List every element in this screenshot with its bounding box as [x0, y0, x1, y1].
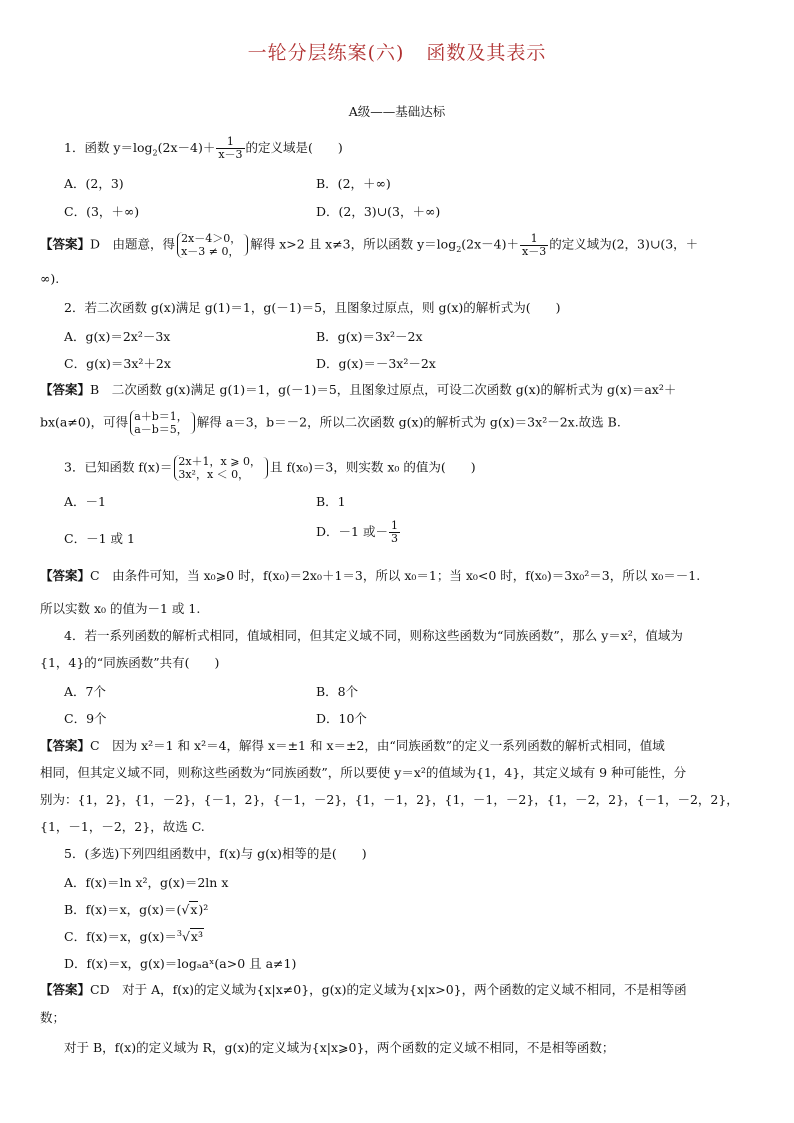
q3-stem: 3．已知函数 f(x)＝ 2x＋1，x ⩾ 0， 3x²，x ＜ 0， 且 f(x₀)＝3，则实数 x₀ 的值为( ) [64, 455, 476, 481]
q4-option-c: C．9个 [64, 711, 107, 726]
level-heading: A级——基础达标 [348, 104, 446, 119]
q4-option-d: D．10个 [316, 711, 367, 726]
q5-option-b: B．f(x)＝x，g(x)＝(√x)² [64, 902, 209, 917]
q1-option-c: C．(3，＋∞) [64, 204, 140, 219]
q1-option-a: A．(2，3) [64, 176, 124, 191]
q5-answer-line3: 对于 B，f(x)的定义域为 R，g(x)的定义域为{x|x⩾0}，两个函数的定义域不相同，不是相等函数； [64, 1040, 615, 1055]
q3-option-d: D．－1 或－ $\frac{1}{3}$ [316, 519, 398, 545]
q4-option-b: B．8个 [316, 684, 359, 699]
q2-stem: 2．若二次函数 g(x)满足 g(1)＝1，g(－1)＝5，且图象过原点，则 g(x)的解析式为( ) [64, 300, 561, 315]
q5-option-c: C．f(x)＝x，g(x)＝$^3$√x³ [64, 928, 203, 944]
q4-stem-cont: {1，4}的“同族函数”共有( ) [40, 655, 220, 670]
q3-option-b: B．1 [316, 494, 346, 509]
q1-answer: 【答案】D 由题意，得 2x－4＞0， x－3 ≠ 0， 解得 x>2 且 x≠3，所以函数 $y=\log_2(2x-4)+$ $\frac{1}{x-3}$ 的定义域为(2，3)∪(3，＋ [40, 231, 699, 258]
q4-answer-line3: 别为：{1，2}，{1，－2}，{－1，2}，{－1，－2}，{1，－1，2}，{1，－1，－2}，{1，－2，2}，{－1，－2，2}， [40, 792, 739, 807]
q2-option-a: A．g(x)＝2x²－3x [64, 329, 171, 344]
q2-answer-cont: bx(a≠0)，可得 a＋b＝1， a－b＝5， 解得 a＝3，b＝－2，所以二次函数 g(x)的解析式为 g(x)＝3x²－2x.故选 B. [40, 410, 621, 436]
q1-system: 2x－4＞0， x－3 ≠ 0， [177, 232, 241, 258]
q1-option-d: D．(2，3)∪(3，＋∞) [316, 204, 441, 219]
q2-option-b: B．g(x)＝3x²－2x [316, 329, 423, 344]
q1-fraction: $\frac{1}{x-3}$ [218, 135, 243, 161]
title-part2: 函数及其表示 [426, 42, 547, 64]
q2-answer: 【答案】B 二次函数 g(x)满足 g(1)＝1，g(－1)＝5，且图象过原点，可设二次函数 g(x)的解析式为 g(x)＝ax²＋ [40, 382, 677, 397]
q3-option-c: C．－1 或 1 [64, 531, 135, 546]
page-title [0, 38, 794, 65]
q1-option-b: B．(2，＋∞) [316, 176, 391, 191]
q5-option-d: D．f(x)＝x，g(x)＝logₐaˣ(a>0 且 a≠1) [64, 956, 297, 971]
q4-answer-line2: 相同，但其定义域不同，则称这些函数为“同族函数”，所以要使 y＝x²的值域为{1，4}，其定义域有 9 种可能性，分 [40, 765, 687, 780]
q2-option-c: C．g(x)＝3x²＋2x [64, 356, 171, 371]
q5-option-a: A．f(x)＝ln x²，g(x)＝2ln x [64, 875, 229, 890]
q1-answer-cont: ∞). [40, 271, 60, 286]
q3-answer: 【答案】C 由条件可知，当 x₀⩾0 时，f(x₀)＝2x₀＋1＝3，所以 x₀＝1；当 x₀<0 时，f(x₀)＝3x₀²＝3，所以 x₀＝－1. [40, 568, 701, 583]
title-part1: 一轮分层练案(六) [247, 42, 405, 64]
q4-option-a: A．7个 [64, 684, 106, 699]
q1-stem: 1．函数 $y=\log_2(2x-4)+$ $\frac{1}{x-3}$ 的定义域是( ) [64, 135, 343, 161]
q2-option-d: D．g(x)＝－3x²－2x [316, 356, 436, 371]
q5-answer: 【答案】CD 对于 A，f(x)的定义域为{x|x≠0}，g(x)的定义域为{x|x>0}，两个函数的定义域不相同，不是相等函 [40, 982, 687, 997]
q2-system: a＋b＝1， a－b＝5， [130, 410, 188, 436]
q4-stem: 4．若一系列函数的解析式相同，值域相同，但其定义域不同，则称这些函数为“同族函数”，那么 y＝x²，值域为 [64, 628, 683, 643]
q4-answer: 【答案】C 因为 x²＝1 和 x²＝4，解得 x＝±1 和 x＝±2，由“同族函数”的定义一系列函数的解析式相同，值域 [40, 738, 665, 753]
q3-answer-cont: 所以实数 x₀ 的值为－1 或 1. [40, 601, 201, 616]
q3-system: 2x＋1，x ⩾ 0， 3x²，x ＜ 0， [174, 455, 261, 481]
q4-answer-line4: {1，－1，－2，2}，故选 C. [40, 819, 205, 834]
q5-stem: 5．(多选)下列四组函数中，f(x)与 g(x)相等的是( ) [64, 846, 367, 861]
q3-option-a: A．－1 [64, 494, 106, 509]
q5-answer-cont: 数； [40, 1010, 66, 1025]
